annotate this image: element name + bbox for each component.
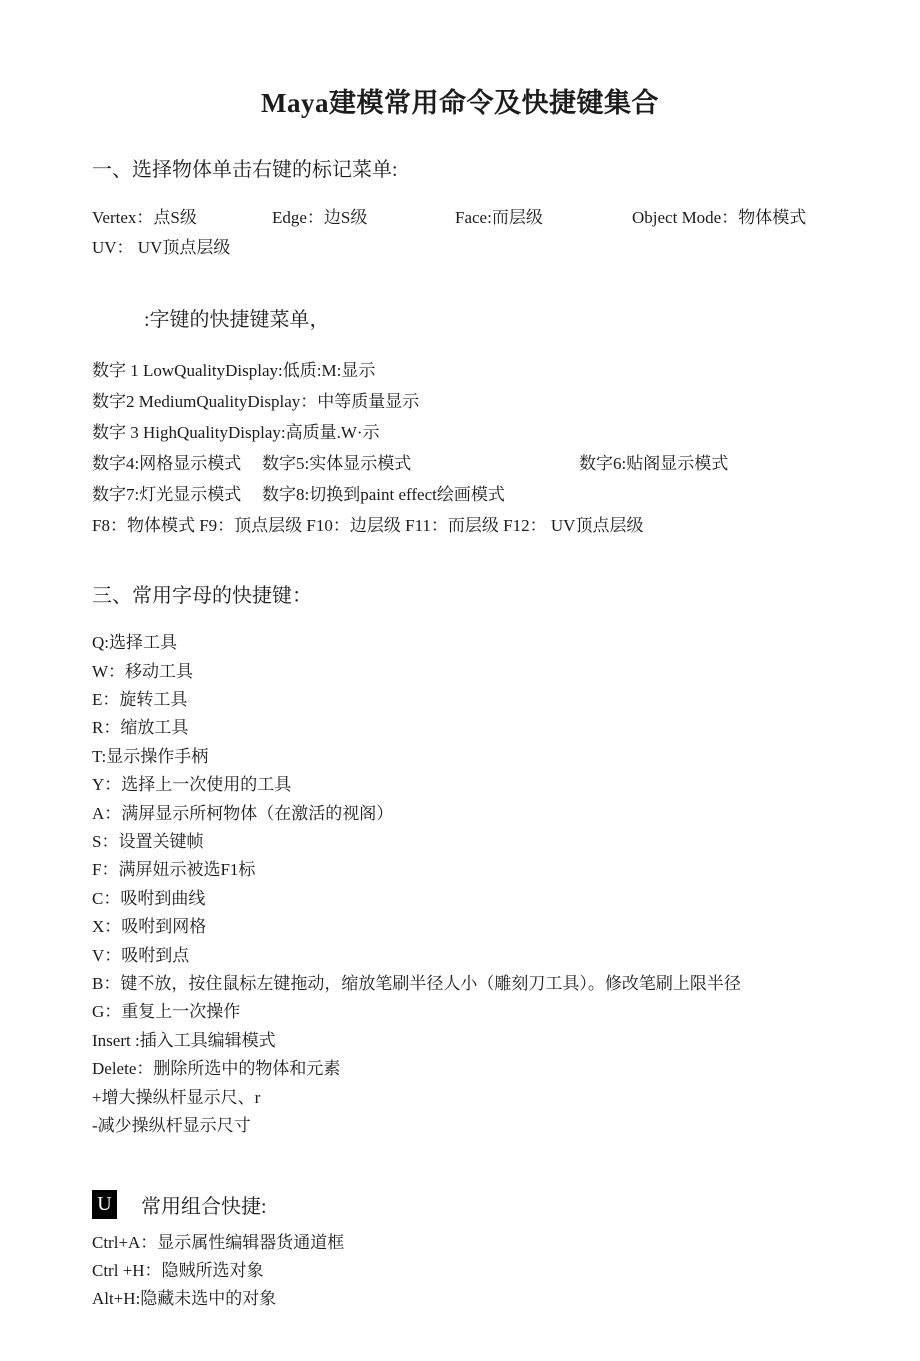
section1-mode-row xyxy=(92,203,832,233)
num6-shortcut: 数字6:贴阁显示模式 xyxy=(579,454,729,474)
section3-heading: 三、常用字母的快捷键： xyxy=(92,585,312,608)
section1-heading: 一、选择物体单击右键的标记菜单: xyxy=(92,159,398,182)
shortcut-line-r: R：缩放工具 xyxy=(92,718,189,738)
shortcut-line-insert: Insert :插入工具编辑模式 xyxy=(92,1030,276,1050)
shortcut-line-s: S：设置关键帧 xyxy=(92,831,204,851)
combo-section-header xyxy=(92,1190,832,1219)
shortcut-line-v: V：吸咐到点 xyxy=(92,945,190,965)
shortcut-line-minus: -减少操纵杆显示尺寸 xyxy=(92,1116,251,1135)
num78-shortcut-row xyxy=(92,479,832,510)
object-mode-label: Object Mode：物体模式 xyxy=(632,208,807,228)
shortcut-line-f: F：满屏妞示被选F1标 xyxy=(92,860,256,880)
combo-section xyxy=(92,1190,832,1313)
section2-heading: :字键的快捷键菜单， xyxy=(144,309,330,332)
fkeys-shortcut-row: F8：物体模式 F9：顶点层级 F10：边层级 F11：而层级 F12： UV顶点层级 xyxy=(92,516,644,536)
edge-mode-label: Edge：边S级 xyxy=(272,208,368,228)
section2-lines xyxy=(92,355,832,541)
num7-shortcut: 数字7:灯光显示模式 xyxy=(92,485,242,505)
shortcut-line-alt-h: Alt+H:隐藏未选中的对象 xyxy=(92,1289,277,1309)
shortcut-line-ctrl-a: Ctrl+A：显示属性编辑器货通道框 xyxy=(92,1233,345,1253)
shortcut-line-g: G：重复上一次操作 xyxy=(92,1002,241,1022)
letter-shortcut-list xyxy=(92,629,832,1140)
document-content xyxy=(0,157,920,1313)
u-badge: U xyxy=(92,1190,117,1219)
num5-shortcut: 数字5:实体显示模式 xyxy=(262,454,412,474)
vertex-mode-label: Vertex：点S级 xyxy=(92,208,197,228)
num4-shortcut: 数字4:网格显示模式 xyxy=(92,454,242,474)
num1-shortcut: 数字 1 LowQualityDisplay:低质:M:显示 xyxy=(92,361,376,381)
shortcut-line-q: Q:选择工具 xyxy=(92,633,177,653)
shortcut-line-plus: +增大操纵杆显示尺、r xyxy=(92,1087,261,1107)
shortcut-line-x: X：吸咐到网格 xyxy=(92,917,207,937)
shortcut-line-delete: Delete：删除所选中的物体和元素 xyxy=(92,1059,341,1079)
shortcut-line-b: B：键不放，按住鼠标左键拖动，缩放笔刷半径人小（雕刻刀工具）。修改笔刷上限半径 xyxy=(92,973,741,993)
page-title: Maya建模常用命令及快捷键集合 xyxy=(261,88,659,118)
shortcut-line-e: E：旋转工具 xyxy=(92,689,188,709)
shortcut-line-a: A：满屏显示所柯物体（在激活的视阁） xyxy=(92,803,394,823)
shortcut-line-y: Y：选择上一次使用的工具 xyxy=(92,775,292,795)
face-mode-label: Face:而层级 xyxy=(455,208,543,228)
shortcut-line-c: C：吸咐到曲线 xyxy=(92,888,206,908)
num8-shortcut: 数字8:切换到paint effect绘画模式 xyxy=(262,485,505,505)
combo-shortcut-list xyxy=(92,1229,832,1313)
num3-shortcut: 数字 3 HighQualityDisplay:高质量.W·示 xyxy=(92,423,380,443)
num2-shortcut: 数字2 MediumQualityDisplay：中等质量显示 xyxy=(92,392,420,412)
shortcut-line-t: T:显示操作手柄 xyxy=(92,746,209,766)
uv-mode-label: UV： UV顶点层级 xyxy=(92,238,231,258)
shortcut-line-w: W：移动工具 xyxy=(92,661,194,681)
combo-section-heading: 常用组合快捷: xyxy=(141,1196,267,1219)
num456-shortcut-row xyxy=(92,448,832,479)
shortcut-line-ctrl-h: Ctrl +H：隐贼所选对象 xyxy=(92,1261,264,1281)
